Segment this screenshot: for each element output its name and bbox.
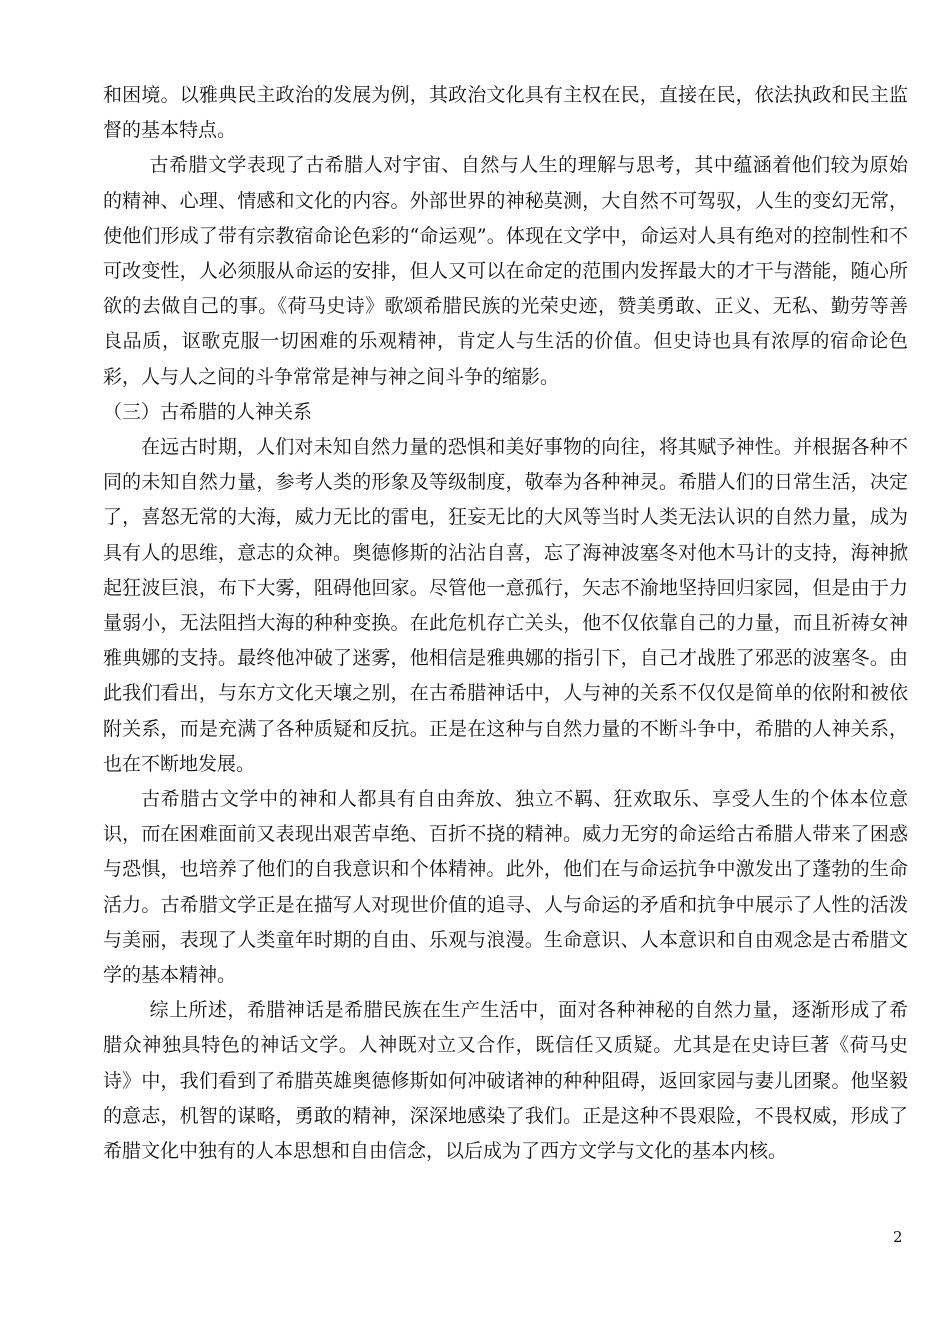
paragraph-literature: 古希腊文学表现了古希腊人对宇宙、自然与人生的理解与思考，其中蕴涵着他们较为原始的精神、心理、情感和文化的内容。外部世界的神秘莫测，大自然不可驾驭，人生的变幻无常，使他们形成了带有宗教宿命论色彩的“命运观”。体现在文学中，命运对人具有绝对的控制性和不可改变性，人必须服从命运的安排，但人又可以在命定的范围内发挥最大的才干与潜能，随心所欲的去做自己的事。《荷马史诗》歌颂希腊民族的光荣史迹，赞美勇敢、正义、无私、勤劳等善良品质，讴歌克服一切困难的乐观精神，肯定人与生活的价值。但史诗也具有浓厚的宿命论色彩，人与人之间的斗争常常是神与神之间斗争的缩影。 xyxy=(103,154,908,388)
section-heading: （三）古希腊的人神关系 xyxy=(103,400,313,423)
paragraph-conclusion: 综上所述，希腊神话是希腊民族在生产生活中，面对各种神秘的自然力量，逐渐形成了希腊众神独具特色的神话文学。人神既对立又合作，既信任又质疑。尤其是在史诗巨著《荷马史诗》中，我们看到了希腊英雄奥德修斯如何冲破诸神的种种阻碍，返回家园与妻儿团聚。他坚毅的意志，机智的谋略，勇敢的精神，深深地感染了我们。正是这种不畏艰险，不畏权威，形成了希腊文化中独有的人本思想和自由信念，以后成为了西方文学与文化的基本内核。 xyxy=(103,999,908,1163)
paragraph-continuation: 和困境。以雅典民主政治的发展为例，其政治文化具有主权在民，直接在民，依法执政和民主监督的基本特点。 xyxy=(103,84,908,142)
paragraph-human-god-relation: 在远古时期，人们对未知自然力量的恐惧和美好事物的向往，将其赋予神性。并根据各种不同的未知自然力量，参考人类的形象及等级制度，敬奉为各种神灵。希腊人们的日常生活，决定了，喜怒无常的大海，威力无比的雷电，狂妄无比的大风等当时人类无法认识的自然力量，成为具有人的思维，意志的众神。奥德修斯的沾沾自喜，忘了海神波塞冬对他木马计的支持，海神掀起狂波巨浪，布下大雾，阻碍他回家。尽管他一意孤行，矢志不渝地坚持回归家园，但是由于力量弱小，无法阻挡大海的种种变换。在此危机存亡关头，他不仅依靠自己的力量，而且祈祷女神雅典娜的支持。最终他冲破了迷雾，他相信是雅典娜的指引下，自己才战胜了邪恶的波塞冬。由此我们看出，与东方文化天壤之别，在古希腊神话中，人与神的关系不仅仅是简单的依附和被依附关系，而是充满了各种质疑和反抗。正是在这种与自然力量的不断斗争中，希腊的人神关系，也在不断地发展。 xyxy=(103,436,908,775)
paragraph-individual-spirit: 古希腊古文学中的神和人都具有自由奔放、独立不羁、狂欢取乐、享受人生的个体本位意识，而在困难面前又表现出艰苦卓绝、百折不挠的精神。威力无穷的命运给古希腊人带来了困惑与恐惧，也培养了他们的自我意识和个体精神。此外，他们在与命运抗争中激发出了蓬勃的生命活力。古希腊文学正是在描写人对现世价值的追寻、人与命运的矛盾和抗争中展示了人性的活泼与美丽，表现了人类童年时期的自由、乐观与浪漫。生命意识、人本意识和自由观念是古希腊文学的基本精神。 xyxy=(103,788,908,987)
page-number: 2 xyxy=(893,1228,903,1246)
document-body xyxy=(103,78,908,1169)
